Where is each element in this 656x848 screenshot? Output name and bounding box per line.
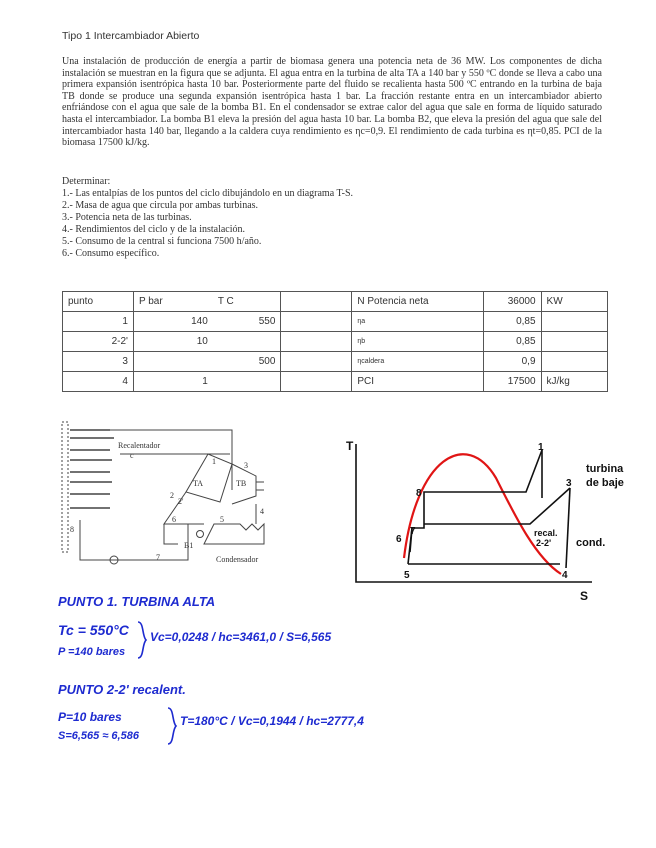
cell-value: 0,85 xyxy=(484,332,541,352)
cell-unit xyxy=(541,352,607,372)
blank-cell xyxy=(281,292,352,312)
reheat-line xyxy=(424,488,570,524)
determine-label: Determinar: xyxy=(62,176,111,187)
axis-s-label: S xyxy=(580,589,589,603)
label-b1: B1 xyxy=(184,541,194,550)
lp-expansion-line xyxy=(566,488,570,568)
blank-cell xyxy=(281,312,352,332)
label-recal-sub: 2-2' xyxy=(536,538,552,548)
table-row xyxy=(63,312,608,332)
feed-line xyxy=(80,520,188,560)
punto1-title: PUNTO 1. TURBINA ALTA xyxy=(58,594,216,609)
data-table xyxy=(62,291,608,392)
label-de-baje: de baje xyxy=(586,477,624,489)
label-recalentador: Recalentador xyxy=(118,441,161,450)
cell-value: 17500 xyxy=(484,372,541,392)
node-7: 7 xyxy=(156,553,160,562)
node-5: 5 xyxy=(220,515,224,524)
punto2-result: T=180°C / Vc=0,1944 / hc=2777,4 xyxy=(180,714,364,728)
cell-value: 0,9 xyxy=(484,352,541,372)
label-cond: cond. xyxy=(576,537,606,549)
label-tb: TB xyxy=(236,479,247,488)
cell-t xyxy=(213,372,281,392)
cell-p xyxy=(133,352,212,372)
cell-unit xyxy=(541,312,607,332)
punto1-tc: Tc = 550°C xyxy=(58,622,129,638)
cell-punto: 2-2' xyxy=(63,332,134,352)
node-2-prime: 2' xyxy=(178,497,184,506)
cell-unit: kJ/kg xyxy=(541,372,607,392)
header-p: P bar xyxy=(133,292,212,312)
pump-b1 xyxy=(197,531,204,538)
task-2: 2.- Masa de agua que circula por ambas turbinas. xyxy=(62,200,259,211)
hp-process-line xyxy=(410,450,542,552)
blank-cell xyxy=(281,332,352,352)
condenser xyxy=(204,524,264,544)
task-6: 6.- Consumo específico. xyxy=(62,248,160,259)
blank-cell xyxy=(281,352,352,372)
task-5: 5.- Consumo de la central si funciona 7500 h/año. xyxy=(62,236,262,247)
table-header-row xyxy=(63,292,608,312)
node-4: 4 xyxy=(260,507,264,516)
cell-p: 140 xyxy=(133,312,212,332)
label-condensador: Condensador xyxy=(216,555,259,564)
cell-param: PCI xyxy=(352,372,484,392)
document-title: Tipo 1 Intercambiador Abierto xyxy=(62,30,200,42)
label-turbina: turbina xyxy=(586,463,624,475)
task-1: 1.- Las entalpías de los puntos del ciclo dibujándolo en un diagrama T-S. xyxy=(62,188,354,199)
label-ta: TA xyxy=(193,479,204,488)
cell-p: 10 xyxy=(133,332,212,352)
header-param-unit: KW xyxy=(541,292,607,312)
node-1: 1 xyxy=(212,457,216,466)
task-4: 4.- Rendimientos del ciclo y de la instalación. xyxy=(62,224,246,235)
ts-point-4: 4 xyxy=(562,570,568,581)
boiler-tubes xyxy=(70,430,114,508)
label-recal: recal. xyxy=(534,528,558,538)
punto1-result: Vc=0,0248 / hc=3461,0 / S=6,565 xyxy=(150,630,332,644)
plant-schematic xyxy=(60,420,280,570)
cell-p: 1 xyxy=(133,372,212,392)
ts-axes xyxy=(356,444,592,582)
node-6: 6 xyxy=(172,515,176,524)
ts-point-1: 1 xyxy=(538,442,544,453)
header-punto: punto xyxy=(63,292,134,312)
cell-param: ηb xyxy=(352,332,484,352)
brace-1 xyxy=(136,620,148,660)
cell-param: ηa xyxy=(352,312,484,332)
punto2-s: S=6,565 ≈ 6,586 xyxy=(58,730,139,742)
cell-t: 550 xyxy=(213,312,281,332)
brace-2 xyxy=(166,706,178,746)
cell-value: 0,85 xyxy=(484,312,541,332)
header-param-value: 36000 xyxy=(484,292,541,312)
heater-link xyxy=(164,524,178,544)
blank-cell xyxy=(281,372,352,392)
cell-punto: 3 xyxy=(63,352,134,372)
table-row xyxy=(63,372,608,392)
cell-punto: 4 xyxy=(63,372,134,392)
ts-point-3: 3 xyxy=(566,478,572,489)
table-row xyxy=(63,332,608,352)
punto1-p: P =140 bares xyxy=(58,646,126,658)
ts-diagram xyxy=(346,438,626,608)
node-3: 3 xyxy=(244,461,248,470)
header-t: T C xyxy=(213,292,281,312)
generator-shaft xyxy=(256,482,264,490)
task-3: 3.- Potencia neta de las turbinas. xyxy=(62,212,192,223)
turbine-ta xyxy=(186,454,232,502)
cell-t: 500 xyxy=(213,352,281,372)
saturation-dome xyxy=(404,454,561,574)
punto2-p: P=10 bares xyxy=(58,710,122,724)
cell-punto: 1 xyxy=(63,312,134,332)
punto2-title: PUNTO 2-2' recalent. xyxy=(58,682,186,697)
problem-statement: Una instalación de producción de energía a partir de biomasa genera una potencia neta de 36 MW. Los componentes de dicha instalación se muestran en la figura que se adjunta. El agua entra en la turbina de alta TA a 140 bar y 550 ºC donde se lleva a cabo una primera expansión isentrópica hasta 10 bar. Posteriormente parte del fluido se recalienta hasta 500 ºC entrando en la turbina de baja TB donde se produce una segunda expansión isentrópica hasta 1 bar. La fracción restante entra en un intercambiador abierto enfriándose con el agua que sale de la bomba B1. En el condensador se extrae calor del agua que sale en forma de líquido saturado hasta el intercambiador. La bomba B1 eleva la presión del agua hasta 10 bar. La bomba B2, que eleva la presión del agua que sale del intercambiador hasta 140 bar, llegando a la caldera cuya rendimiento es ηc=0,9. El rendimiento de cada turbina es ηt=0,85. PCI de la biomasa 17500 kJ/kg. xyxy=(62,56,602,149)
cell-unit xyxy=(541,332,607,352)
ts-point-5: 5 xyxy=(404,570,410,581)
cell-t xyxy=(213,332,281,352)
cell-param: ηcaldera xyxy=(352,352,484,372)
node-8: 8 xyxy=(70,525,74,534)
ts-point-7: 7 xyxy=(410,526,416,537)
node-2: 2 xyxy=(170,491,174,500)
header-param: N Potencia neta xyxy=(352,292,484,312)
axis-t-label: T xyxy=(346,439,354,453)
ts-point-8: 8 xyxy=(416,488,422,499)
ts-point-6: 6 xyxy=(396,534,402,545)
boiler-wall xyxy=(62,422,68,552)
table-row xyxy=(63,352,608,372)
label-c: c xyxy=(130,451,134,460)
